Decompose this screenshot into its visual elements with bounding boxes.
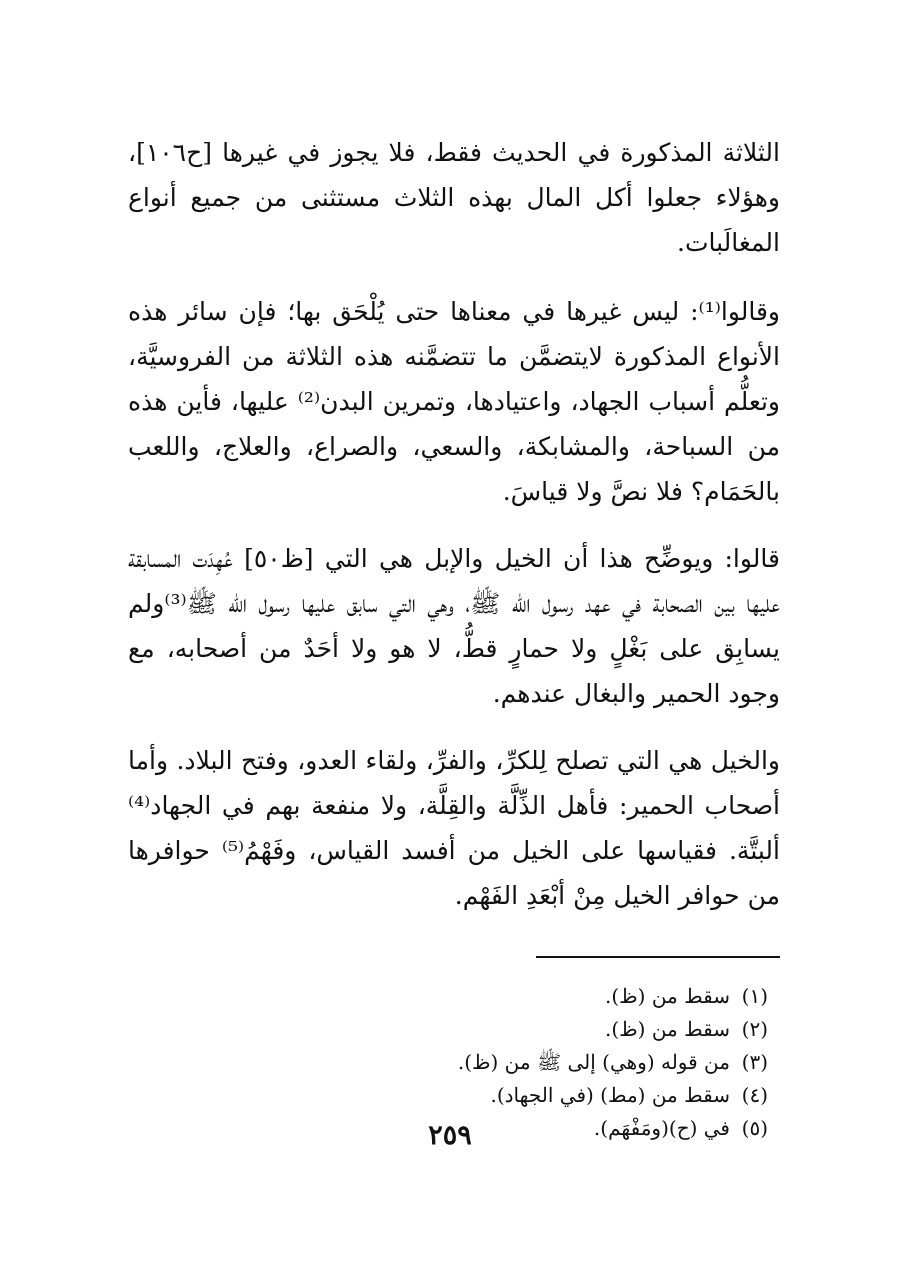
paragraph-2: وقالوا⁽¹⁾: ليس غيرها في معناها حتى يُلْحَق بها؛ فإن سائر هذه الأنواع المذكورة لايتضمَّن ما تتضمَّنه هذه الثلاثة من الفروسيَّة، وتعلُّم أسباب الجهاد، واعتيادها، وتمرين البدن⁽²⁾ عليها، فأين هذه من السباحة، والمشابكة، والسعي، والصراع، والعلاج، واللعب بالحَمَام؟ فلا نصَّ ولا قياسَ.	[128, 297, 781, 506]
paragraph-4: والخيل هي التي تصلح لِلكرِّ، والفرِّ، ولقاء العدو، وفتح البلاد. وأما أصحاب الحمير: فأهل الذِّلَّة والقِلَّة، ولا منفعة بهم في الجهاد⁽⁴⁾ ألبتَّة. فقياسها على الخيل من أفسد القياس، وفَهْمُ⁽⁵⁾ حوافرها من حوافر الخيل مِنْ أبْعَدِ الفَهْم.	[128, 746, 781, 910]
footnote-number: (١)	[741, 984, 768, 1008]
footnote-text: سقط من (ظ).	[605, 984, 730, 1008]
footnote-divider	[536, 956, 780, 958]
footnote-number: (٥)	[741, 1116, 768, 1140]
footnote-number: (٢)	[741, 1017, 768, 1041]
paragraph-3: قالوا: ويوضِّح هذا أن الخيل والإبل هي التي [ظ٥٠] عُهِدَت المسابقة عليها بين الصحابة في عهد رسول الله ﷺ، وهي التي سابق عليها رسول الله ﷺ⁽³⁾ولم يسابِق على بَغْلٍ ولا حمارٍ قطُّ، لا هو ولا أحَدٌ من أصحابه، مع وجود الحمير والبغال عندهم.	[128, 544, 780, 708]
footnote-text: من قوله (وهي) إلى ﷺ من (ظ).	[457, 1050, 730, 1074]
main-text	[128, 130, 780, 918]
footnote-text: في (ح)(ومَفْهَم).	[593, 1116, 730, 1140]
footnote-text: سقط من (ظ).	[605, 1017, 730, 1041]
book-page	[128, 130, 780, 1145]
footnote-text: سقط من (مط) (في الجهاد).	[490, 1083, 730, 1107]
paragraph-1: الثلاثة المذكورة في الحديث فقط، فلا يجوز في غيرها [ح١٠٦]، وهؤلاء جعلوا أكل المال بهذه الثلاث مستثنى من جميع أنواع المغالَبات.	[128, 138, 780, 257]
footnote-2	[128, 1013, 780, 1046]
footnote-4	[128, 1079, 780, 1112]
footnote-number: (٣)	[741, 1050, 768, 1074]
footnote-3	[128, 1046, 780, 1079]
footnote-1	[128, 980, 780, 1013]
page-number: ٢٥٩	[428, 1120, 472, 1151]
footnote-number: (٤)	[741, 1083, 768, 1107]
